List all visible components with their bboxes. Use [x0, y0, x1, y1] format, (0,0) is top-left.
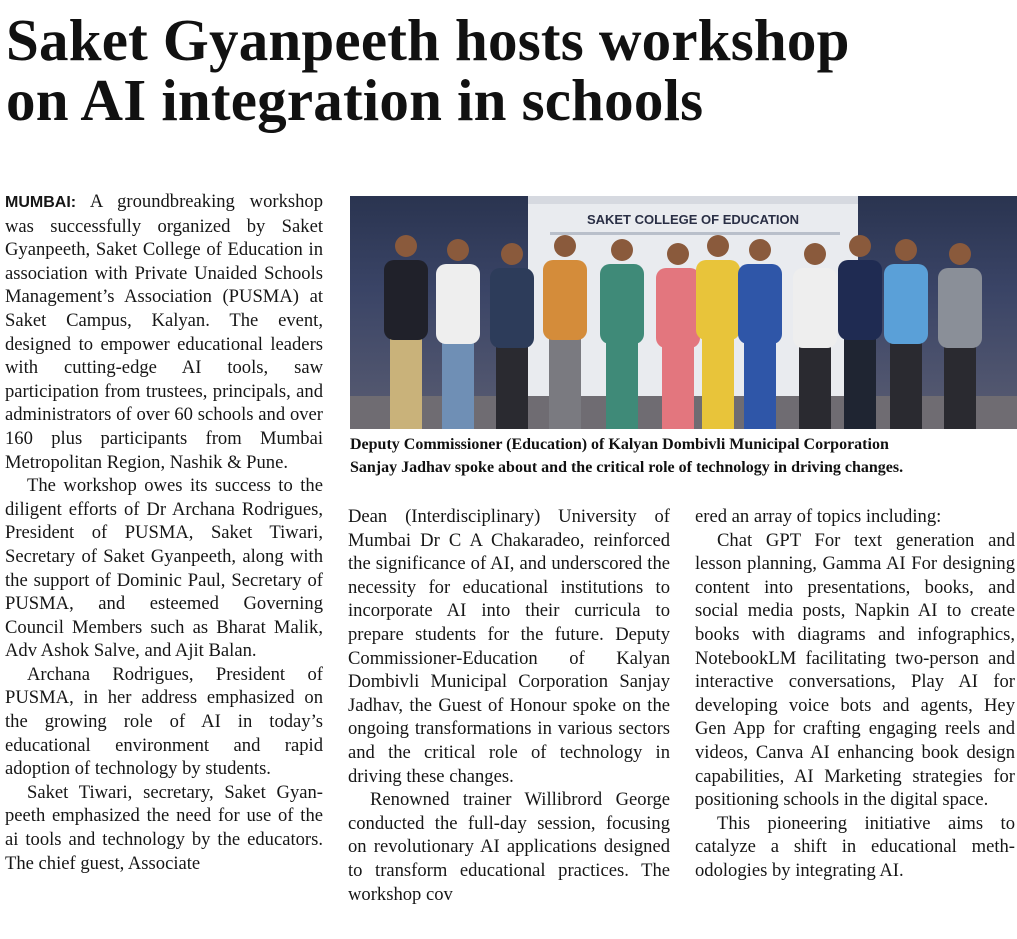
headline-line-2: on AI integration in schools	[6, 67, 704, 133]
photo-caption-line-2: Sanjay Jadhav spoke about and the critical role of technology in driving changes.	[350, 459, 904, 476]
headline-line-1: Saket Gyanpeeth hosts workshop	[6, 7, 850, 73]
event-photo-illustration	[350, 196, 1017, 429]
article-paragraph-2: The workshop owes its success to the diligent efforts of Dr Archana Rodrigues, President of PUSMA, Saket Tiwari, Secretary of Saket Gyanpeeth, along with the support of Dominic Paul, Secretary of PUSMA, and esteemed Governing Council Members such as Bharat Malik, Adv Ashok Salve, and Ajit Balan.	[5, 475, 323, 662]
article-paragraph-3: Archana Rodrigues, President of PUSMA, in her address emphasized on the growing role of AI in today’s educational environment and rapid adoption of technology by students.	[5, 663, 323, 780]
person-7	[696, 235, 740, 429]
article-paragraph-6: Renowned trainer Willibrord George conducted the full-day session, focusing on revolutionary AI applications designed to transform educational practices. The workshop cov	[348, 789, 670, 905]
photo-caption	[350, 433, 1015, 479]
article-column-1	[5, 190, 323, 875]
person-9	[793, 243, 837, 429]
person-1	[384, 235, 428, 429]
article-paragraph-1	[5, 190, 323, 474]
person-11	[884, 239, 928, 429]
person-4	[543, 235, 587, 429]
article-paragraph-1-text: A groundbreaking workshop was successfully organized by Saket Gyanpeeth, Saket College of Education in association with Private Unaided Schools Management’s Association (PUSMA) at Saket Campus, Kalyan. The event, designed to empower educational leaders with cutting-edge AI tools, saw participation from trustees, principals, and administrators of over 60 schools and over 160 plus participants from Mumbai Metropolitan Region, Nashik & Pune.	[5, 191, 323, 473]
person-10	[838, 235, 882, 429]
person-8	[738, 239, 782, 429]
person-3	[490, 243, 534, 429]
article-column-3	[695, 505, 1015, 883]
person-2	[436, 239, 480, 429]
photo-caption-line-1: Deputy Commissioner (Education) of Kalyan Dombivli Municipal Corporation	[350, 436, 889, 453]
article-column-2	[348, 505, 670, 906]
article-paragraph-9: This pioneering initiative aims to catalyze a shift in educational methodologies by integrating AI.	[695, 812, 1015, 881]
event-photo	[350, 196, 1017, 429]
stage-banner-title: SAKET COLLEGE OF EDUCATION	[586, 212, 800, 227]
person-6	[656, 243, 700, 429]
article-paragraph-4: Saket Tiwari, secretary, Saket Gyanpeeth emphasized the need for use of the ai tools and technology by the educators. The chief guest, Associate	[5, 781, 323, 874]
headline	[6, 7, 1011, 133]
article-paragraph-8: Chat GPT For text generation and lesson planning, Gamma AI For designing content into presentations, books, and social media posts, Napkin AI to create books with diagrams and infographics, NotebookLM facilitating two-person and interactive conversations, Play AI for developing voice bots and agents, Hey Gen App for crafting engaging reels and videos, Canva AI enhancing book design capabilities, AI Marketing strategies for positioning schools in the digital space.	[695, 529, 1015, 811]
article-paragraph-7: ered an array of topics including:	[695, 506, 942, 527]
person-12	[938, 243, 982, 429]
person-5	[600, 239, 644, 429]
dateline: MUMBAI:	[5, 194, 77, 211]
article-paragraph-5: Dean (Interdisciplinary) University of Mumbai Dr C A Chakaradeo, reinforced the significance of AI, and underscored the necessity for educational institutions to incorporate AI into their curricula to prepare students for the future. Deputy Commissioner-Education of Kalyan Dombivli Municipal Corporation Sanjay Jadhav, the Guest of Honour spoke on the ongoing transformations in various sectors and the critical role of technology in driving these changes.	[348, 506, 670, 787]
